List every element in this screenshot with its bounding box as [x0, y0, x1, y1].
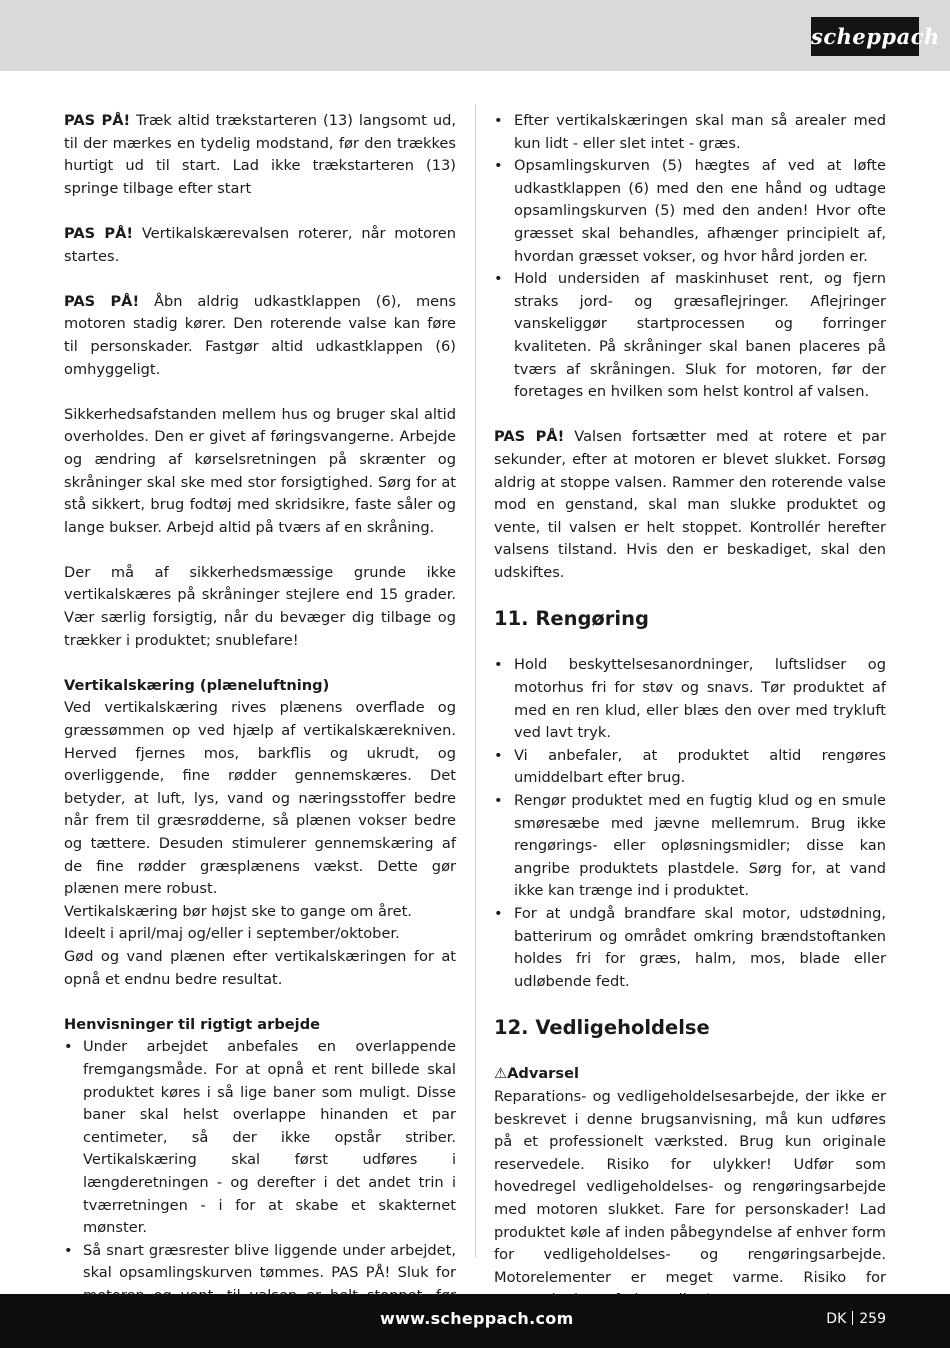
right-column — [494, 110, 886, 1312]
page-footer — [0, 1294, 950, 1348]
warning-paragraph: Reparations- og vedligeholdelsesarbejde, der ikke er beskrevet i denne brugsanvisning, må kun udføres på et professionelt værksted. Brug kun originale reservedele. Risiko for ulykker! Udfør som hovedregel vedligeholdelses- og rengøringsarbejde med motoren slukket. Fare for personskader! Lad produktet køle af inden påbegyndelse af enhver form for vedligeholdelses- og rengøringsarbejde. Motorelementer er meget varme. Risiko for — [494, 1087, 886, 1286]
caution-paragraph-roller: PAS PÅ! Valsen fortsætter med at rotere et par sekunder, efter at motoren er blevet slukket. Forsøg aldrig at stoppe valsen. Rammer den roterende valse mod en genstand, skal man slukke produktet og vente, til valsen er helt stoppet. Kontrollér herefter valsens tilstand. Hvis den er beskadiget, skal den udskiftes. — [494, 428, 887, 581]
left-column — [64, 110, 456, 1330]
list-item: • Hold undersiden af maskinhuset rent, og fjern straks jord- og græsaflejringer. Aflejringer vanskeliggør startprocessen og forringer kvaliteten. På skråninger skal banen placeres på tværs af skråningen. Sluk for motoren, før der foretages en hvilken som helst kontrol af valsen. — [494, 268, 886, 404]
section-heading-cleaning: 11. Rengøring — [494, 607, 649, 631]
list-item: • Under arbejdet anbefales en overlappende fremgangsmåde. For at opnå et rent billede skal produktet køres i så lige baner som muligt. Disse baner skal helst overlappe hinanden et par centimeter, så der ikke opstår striber. Vertikalskæring skal først udføres i længderetningen - og derefter i det andet trin i tværretningen - i for at skabe et skakternet mønster. — [64, 1036, 456, 1239]
caution-paragraph-2: PAS PÅ! Vertikalskærevalsen roterer, når motoren startes. — [64, 224, 456, 265]
list-item: • For at undgå brandfare skal motor, udstødning, batterirum og området omkring brændstoftanken holdes fri for græs, halm, mos, blade eller udløbende fedt. — [494, 903, 886, 993]
website-link[interactable]: www.scheppach.com — [380, 1309, 574, 1328]
language-code: DK — [826, 1311, 847, 1327]
column-divider — [475, 104, 476, 1258]
section-heading-hints: Henvisninger til rigtigt arbejde — [64, 1015, 321, 1033]
cleaning-list — [494, 654, 886, 993]
list-item: • Så snart græsrester blive liggende under arbejdet, skal opsamlingskurven tømmes. PAS PÅ! Sluk for — [64, 1240, 456, 1330]
page-header — [0, 0, 950, 71]
frequency-line: Vertikalskæring bør højst ske to gange om året. — [64, 902, 412, 920]
warning-label: ⚠Advarsel — [494, 1065, 579, 1083]
warning-heading — [494, 1063, 886, 1086]
vertical-cutting-paragraph: Ved vertikalskæring rives plænens overflade og græssømmen op ved hjælp af vertikalskærekniven. Herved fjernes mos, barkflis og ukrudt, og overliggende, fine rødder gennemskæres. Det betyder, at luft, lys, vand og næringsstoffer bedre når frem til græsrødderne, så plænen vokser bedre og tættere. Desuden stimulerer gennemskæring af de fine rødder græsplænens vækst. Dette gør plænen mere robust. — [64, 699, 456, 898]
timing-line: Ideelt i april/maj og/eller i september/oktober. — [64, 925, 400, 943]
safety-distance-paragraph: Sikkerhedsafstanden mellem hus og bruger skal altid overholdes. Den er givet af føringsvangerne. Arbejde og ændring af kørselsretningen på skrænter og skråninger skal ske med stor forsigtighed. Sørg for at stå sikkert, brug fodtøj med skridsikre, faste såler og lange bukser. Arbejd altid på tværs af en skråning. — [64, 405, 456, 536]
caution-label: PAS PÅ! — [64, 112, 131, 129]
list-item: • Efter vertikalskæringen skal man så arealer med kun lidt - eller slet intet - græs. — [494, 110, 886, 155]
list-item: • Hold beskyttelsesanordninger, luftslidser og motorhus fri for støv og snavs. Tør produktet af med en ren klud, eller blæs den over med trykluft ved lavt tryk. — [494, 654, 886, 744]
page-number-value: 259 — [859, 1311, 886, 1327]
caution-paragraph-3: PAS PÅ! Åbn aldrig udkastklappen (6), mens motoren stadig kører. Den roterende valse kan føre til personskader. Fastgør altid udkastklappen (6) omhyggeligt. — [64, 292, 456, 378]
caution-label: PAS PÅ! — [64, 224, 134, 242]
fertilize-paragraph: Gød og vand plænen efter vertikalskæringen for at opnå et endnu bedre resultat. — [64, 947, 456, 988]
hints-list — [64, 1036, 456, 1330]
page-number — [826, 1294, 886, 1344]
separator — [852, 1311, 853, 1325]
caution-label: PAS PÅ! — [494, 428, 565, 446]
operation-bullets — [494, 110, 886, 404]
caution-label: PAS PÅ! — [64, 292, 140, 310]
brand-logo: scheppach — [811, 17, 919, 56]
section-heading-maintenance: 12. Vedligeholdelse — [494, 1016, 710, 1040]
slope-paragraph: Der må af sikkerhedsmæssige grunde ikke vertikalskæres på skråninger stejlere end 15 grader. Vær særlig forsigtig, når du bevæger dig tilbage og trækker i produktet; snublefare! — [64, 563, 456, 649]
section-heading-vertical-cutting: Vertikalskæring (plæneluftning) — [64, 676, 330, 694]
list-item: • Rengør produktet med en fugtig klud og en smule smøresæbe med jævne mellemrum. Brug ikke rengørings- eller opløsningsmidler; disse kan angribe produktets plastdele. Sørg for, at vand ikke kan trænge ind i produktet. — [494, 790, 886, 903]
list-item: • Opsamlingskurven (5) hægtes af ved at løfte udkastklappen (6) med den ene hånd og udtage opsamlingskurven (5) med den anden! Hvor ofte græsset skal behandles, afhænger principielt af, hvordan græsset vokser, og hvor hård jorden er. — [494, 155, 886, 268]
caution-paragraph-1: PAS PÅ! Træk altid trækstarteren (13) langsomt ud, til der mærkes en tydelig modstand, før den trækkes hurtigt ud til start. Lad ikke trækstarteren (13) springe tilbage efter start — [64, 112, 457, 197]
list-item: • Vi anbefaler, at produktet altid rengøres umiddelbart efter brug. — [494, 745, 886, 790]
